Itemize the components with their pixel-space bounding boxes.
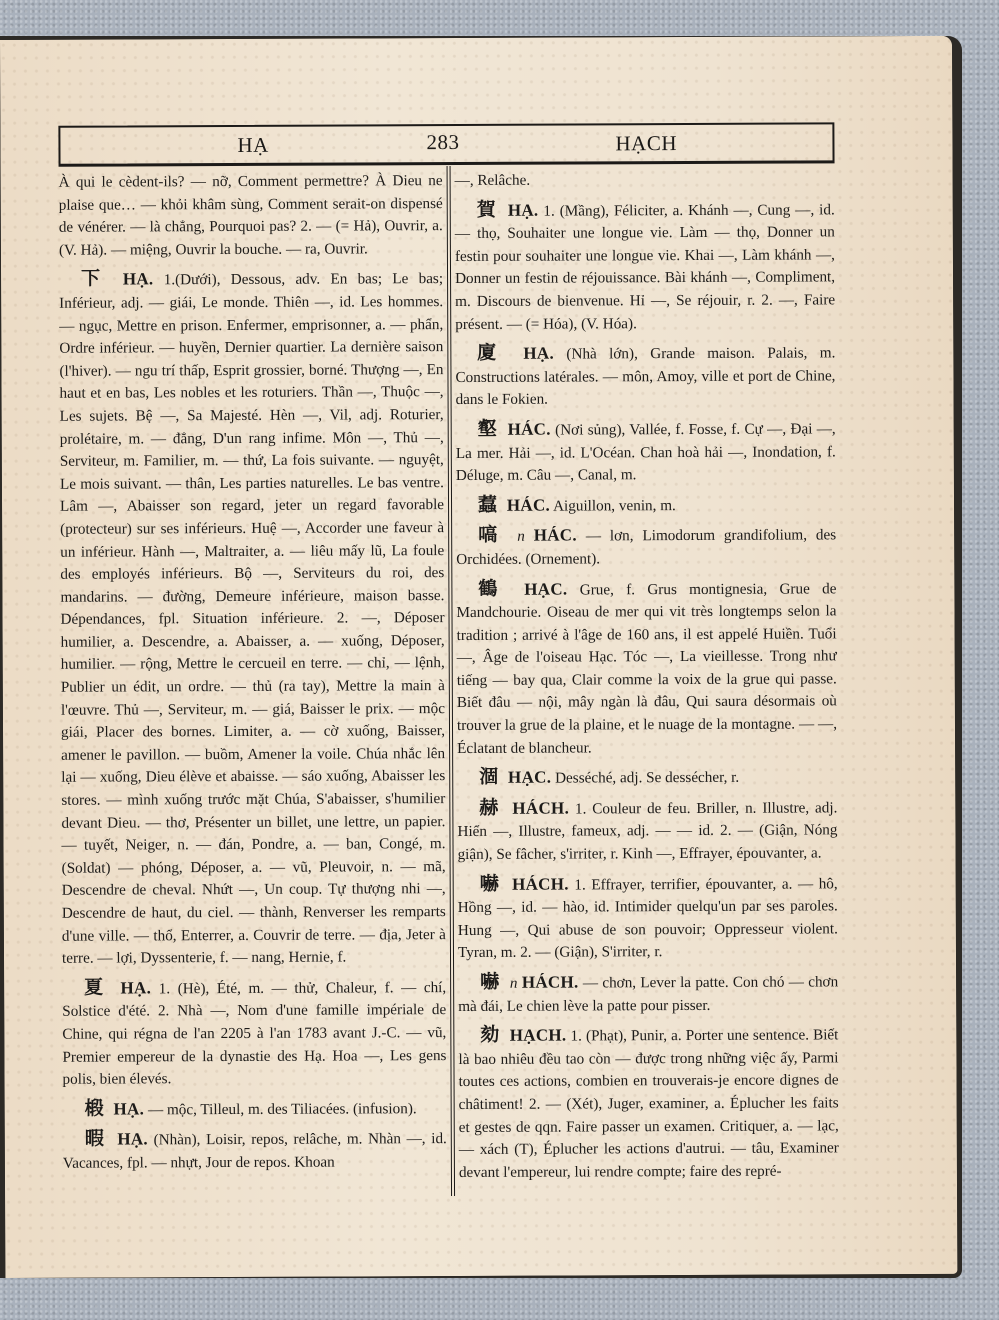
column-divider [447, 166, 455, 1196]
dictionary-entry [63, 1126, 447, 1175]
headword: HẠCH. [509, 1025, 567, 1045]
headword: HẠ. [122, 269, 154, 289]
chinese-character: 夏 [84, 976, 107, 999]
definition: (Nơi sủng), Vallée, f. Fosse, f. Cự —, Đại —, La mer. Hải —, id. L'Océan. Chan hoà hải —, Inondation, f. Déluge, m. Câu —, Canal, m. [455, 420, 836, 485]
definition: Aiguillon, venin, m. [553, 496, 676, 515]
chinese-character: 椴 [84, 1097, 104, 1120]
headword: HÁC. [507, 419, 551, 439]
headword: HÁC. [533, 525, 577, 545]
chinese-character: 下 [80, 267, 107, 291]
right-column [455, 168, 839, 1190]
definition: — mộc, Tilleul, m. des Tiliacées. (infusion). [147, 1099, 417, 1119]
chinese-character: 赫 [479, 796, 501, 819]
chinese-character: 嚇 [480, 970, 500, 993]
dictionary-entry [63, 1096, 447, 1122]
dictionary-entry [457, 795, 837, 866]
definition: 1.(Dưới), Dessous, adv. En bas; Le bas; Inférieur, adj. — giái, Le monde. Thiên —, id. Les hommes. — ngục, Mettre en prison. Enfermer, emprisonner, a. — phẩn, Ordre inférieur. — huyền, Dernier quartier. La dernière saison (l'hiver). — ngu trí thấp, Esprit grossier, borné. Thượng —, En haut et en bas, Les nobles et les roturiers. Thần —, Thuộc —, Les sujets. Bệ —, Sa Majesté. Hèn —, Vil, adj. Roturier, prolétaire, m. — đẳng, D'un rang infime. Môn —, Thủ —, Serviteur, m. Familier, m. — thứ, La fois suivante. — nguyệt, Le mois suivant. — thân, Les parties naturelles. Le bas ventre. Lâm —, Abaisser son regard, jeter un regard favorable (protecteur) sur ses inférieurs. Huệ —, Accorder une faveur à un inférieur. Hành —, Maltraiter, a. — liêu mấy lũ, La foule des employés inférieurs. Bộ —, Serviteurs du roi, des mandarins. — đường, Demeure inférieure, maison basse. Dépendances, fpl. Situation inférieure. 2. —, Déposer humilier, a. Descendre, a. Abaisser, a. — xuống, Déposer, humilier. — rộng, Mettre le cercueil en terre. — chỉ, — lệnh, Publier un édit, un ordre. — thủ (ra tay), Mettre la main à l'œuvre. Thủ —, Serviteur, m. — giá, Baisser le prix. — mộc giái, Placer des bornes. Limiter, a. — cờ xuống, Baisser, amener le pavillon. — buồm, Amener la voile. Chúa nhắc lên lại — xuống, Dieu élève et abaisse. — sáo xuống, Abaisser les stores. — mình xuống trước mặt Chúa, S'abaisser, s'humilier devant Dieu. — thơ, Présenter un billet, une lettre, un papier. — tuyết, Neiger, n. — đán, Pondre, a. — ban, Congé, m. (Soldat) — phóng, Déposer, a. — vũ, Pleuvoir, n. — mã, Descendre de cheval. Nhứt —, Un coup. Tự thượng nhi —, Descendre de haut, du ciel. — thành, Renverser les remparts d'une ville. — thổ, Enterrer, a. Couvrir de terre. — địa, Jeter à terre. — lợi, Dyssenterie, f. — nang, Hernie, f. [59, 270, 446, 967]
chinese-character: 鶴 [478, 577, 506, 600]
dictionary-entry [455, 341, 835, 412]
chinese-character: 劾 [480, 1024, 500, 1047]
dictionary-entry [458, 871, 838, 965]
dictionary-entry [457, 765, 837, 791]
headword: HÁCH. [512, 874, 569, 894]
headword: HÁCH. [512, 798, 570, 818]
dictionary-entry [456, 523, 836, 572]
chinese-character: 暇 [84, 1127, 106, 1150]
dictionary-entry [456, 416, 836, 487]
headword: HẠ. [117, 1129, 149, 1149]
entry-prefix: n [509, 974, 518, 992]
headword: HẠ. [523, 343, 555, 363]
header-right-guide-word: HẠCH [615, 131, 678, 156]
definition: 1. Effrayer, terrifier, épouvanter, a. — hô, Hồng —, id. — hào, id. Intimider quelqu'un par ses paroles. Hung —, Qui abuse de son pouvoir; Oppresseur violent. Tyran, m. 2. — (Giận), S'irriter, r. [457, 874, 838, 962]
headword: HẠ. [120, 978, 152, 998]
definition: 1. (Phạt), Punir, a. Porter une sentence. Biết là bao nhiêu đều tao còn — được trong những việc ấy, Parmi toutes ces actions, combien en trouverais-je encore dignes de châtiment! 2. — (Xét), Juger, examiner, a. Éplucher les faits et gestes de qqn. Faire passer un examen. Critiquer, a. — lạc, — xách (T), Éplucher les actions d'autrui. — tâu, Examiner devant l'empereur, lui rendre compte; faire des repré- [458, 1026, 839, 1181]
headword: HẠ. [507, 200, 539, 220]
dictionary-entry [456, 576, 837, 760]
definition: Grue, f. Grus montignesia, Grue de Mandchourie. Oiseau de mer qui vit très longtemps selon la tradition ; arrivé à l'âge de 160 ans, il est appelé Huiền. Tuổi —, Âge de l'oiseau Hạc. Tóc —, La vieillesse. Trong như tiếng — bay qua, Clair comme la voix de la grue qui passe. Biết đâu — nội, mây ngàn là đâu, Qui saura désormais où trouver la grue de la plaine, et le nuage de la montagne. — —, Éclatant de blancheur. [456, 579, 838, 757]
definition: (Nhà lớn), Grande maison. Palais, m. Constructions latérales. — môn, Amoy, ville et port de Chine, dans le Fokien. [455, 344, 836, 409]
continuation-entry: —, Relâche. [454, 171, 531, 190]
definition: 1. (Hè), Été, m. — thử, Chaleur, f. — chí, Solstice d'été. 2. Nhà —, Nom d'une famille impériale de Chine, qui régna de l'an 2205 à l'an 1783 avant J.-C. — vũ, Premier empereur de la dynastie des Hạ. Hoa —, Les gens polis, bien élevés. [62, 978, 447, 1088]
headword: HẠC. [507, 767, 552, 788]
entry-prefix: n [517, 528, 525, 546]
chinese-character: 壑 [477, 417, 498, 440]
dictionary-entry [458, 969, 838, 1018]
chinese-character: 涸 [479, 766, 499, 789]
definition: — lơn, Limodorum grandifolium, des Orchidées. (Ornement). [456, 526, 837, 568]
chinese-character: 蠚 [477, 493, 498, 516]
headword: HÁCH. [521, 972, 579, 992]
chinese-character: 嚇 [479, 872, 501, 895]
left-column [59, 170, 447, 1181]
chinese-character: 廈 [477, 341, 506, 365]
continuation-entry: À qui le cèdent-ils? — nỡ, Comment permettre? À Dieu ne plaise que… — khỏi khâm sùng, Comment serait-on dispensé de vénérer. — là chẳng, Pourquoi pas? 2. — (= Hả), Ouvrir, a. (V. Hả). — miệng, Ouvrir la bouche. — ra, Ouvrir. [58, 172, 443, 259]
header-left-guide-word: HẠ [237, 132, 269, 157]
headword: HÁC. [506, 495, 551, 515]
dictionary-entry [62, 975, 446, 1092]
page-number: 283 [426, 129, 460, 155]
headword: HẠ. [113, 1099, 145, 1119]
dictionary-entry [458, 1023, 839, 1185]
dictionary-entry [455, 197, 836, 336]
headword: HẠC. [524, 579, 568, 599]
definition: — chơn, Lever la patte. Con chó — chơn mà đái, Le chien lève la patte pour pisser. [458, 973, 839, 1015]
definition: 1. (Mầng), Féliciter, a. Khánh —, Cung —, id. — thọ, Souhaiter une longue vie. Làm — thọ, Donner un festin pour souhaiter une longue vie. Khai —, Làm khánh —, Donner un festin de réjouissance. Bài khánh —, Compliment, m. Discours de bienvenue. Hỉ —, Se réjouir, r. 2. —, Faire présent. — (= Hóa), (V. Hóa). [454, 200, 836, 333]
definition: 1. Couleur de feu. Briller, n. Illustre, adj. Hiển —, Illustre, fameux, adj. — — id. 2. — (Giận, Nóng giận), Se fâcher, s'irriter, r. Kinh —, Effrayer, épouvanter, a. [457, 799, 838, 864]
definition: Desséché, adj. Se dessécher, r. [555, 769, 740, 787]
running-header [58, 122, 834, 166]
definition: (Nhàn), Loisir, repos, relâche, m. Nhàn —, id. Vacances, fpl. — nhựt, Jour de repos. Khoan [62, 1130, 447, 1172]
chinese-character: 賀 [476, 198, 497, 221]
dictionary-page [0, 36, 957, 1278]
chinese-character: 嗃 [478, 524, 503, 547]
dictionary-entry [456, 492, 836, 518]
dictionary-entry [59, 266, 446, 970]
